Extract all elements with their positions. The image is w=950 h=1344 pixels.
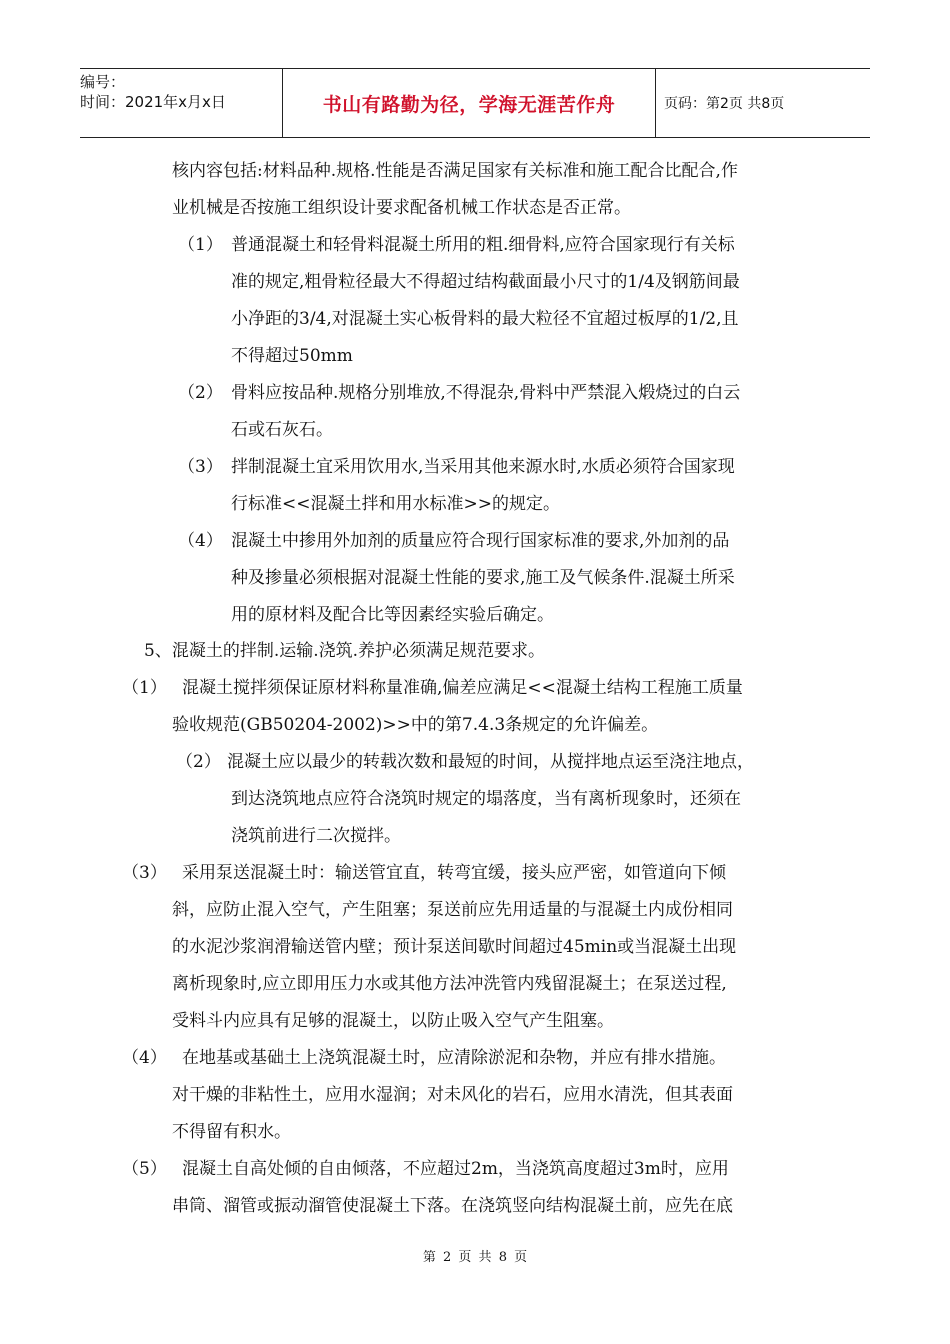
date-label: 时间：2021年x月x日 [80,93,226,111]
item-number: （3） [122,863,167,883]
section-heading: 5、混凝土的拌制.运输.浇筑.养护必须满足规范要求。 [144,641,546,661]
page-header [80,68,870,138]
text-line: 浇筑前进行二次搅拌。 [231,826,401,846]
motto: 书山有路勤为径，学海无涯苦作舟 [322,93,616,116]
text-line: 骨料应按品种.规格分别堆放,不得混杂,骨料中严禁混入煅烧过的白云 [231,383,741,403]
text-line: 拌制混凝土宜采用饮用水,当采用其他来源水时,水质必须符合国家现 [231,457,735,477]
text-line: 核内容包括:材料品种.规格.性能是否满足国家有关标准和施工配合比配合,作 [172,161,738,181]
text-line: 业机械是否按施工组织设计要求配备机械工作状态是否正常。 [172,198,631,218]
text-line: 斜，应防止混入空气，产生阻塞；泵送前应先用适量的与混凝土内成份相同 [172,900,733,920]
text-line: 串筒、溜管或振动溜管使混凝土下落。在浇筑竖向结构混凝土前，应先在底 [172,1196,733,1216]
header-page-info [656,69,870,137]
text-line: 种及掺量必须根据对混凝土性能的要求,施工及气候条件.混凝土所采 [231,568,735,588]
item-number: （1） [122,678,167,698]
page-info: 页码：第2页 共8页 [664,96,785,112]
text-line: 不得留有积水。 [172,1122,291,1142]
text-line: 石或石灰石。 [231,420,333,440]
code-label: 编号： [80,73,126,91]
text-line: 不得超过50mm [231,346,353,366]
item-number: （4） [122,1048,167,1068]
item-number: （2） [178,383,223,403]
item-number: （2） [176,752,221,772]
header-meta [80,69,283,137]
text-line: 行标准<<混凝土拌和用水标准>>的规定。 [231,494,560,514]
text-line: 小净距的3/4,对混凝土实心板骨料的最大粒径不宜超过板厚的1/2,且 [231,309,739,329]
text-line: 在地基或基础土上浇筑混凝土时，应清除淤泥和杂物，并应有排水措施。 [182,1048,726,1068]
text-line: 混凝土自高处倾的自由倾落，不应超过2m，当浇筑高度超过3m时，应用 [182,1159,729,1179]
text-line: 验收规范(GB50204-2002)>>中的第7.4.3条规定的允许偏差。 [172,715,659,735]
text-line: 混凝土应以最少的转载次数和最短的时间，从搅拌地点运至浇注地点， [227,752,754,772]
text-line: 受料斗内应具有足够的混凝土，以防止吸入空气产生阻塞。 [172,1011,614,1031]
item-number: （1） [178,235,223,255]
text-line: 对干燥的非粘性土，应用水湿润；对未风化的岩石，应用水清洗，但其表面 [172,1085,733,1105]
page-footer: 第 2 页 共 8 页 [422,1250,528,1265]
text-line: 的水泥沙浆润滑输送管内壁；预计泵送间歇时间超过45min或当混凝土出现 [172,937,737,957]
text-line: 混凝土搅拌须保证原材料称量准确,偏差应满足<<混凝土结构工程施工质量 [182,678,743,698]
text-line: 采用泵送混凝土时：输送管宜直，转弯宜缓，接头应严密，如管道向下倾 [182,863,726,883]
item-number: （5） [122,1159,167,1179]
text-line: 离析现象时,应立即用压力水或其他方法冲洗管内残留混凝土；在泵送过程, [172,974,727,994]
item-number: （4） [178,531,223,551]
item-number: （3） [178,457,223,477]
text-line: 准的规定,粗骨粒径最大不得超过结构截面最小尺寸的1/4及钢筋间最 [231,272,740,292]
text-line: 到达浇筑地点应符合浇筑时规定的塌落度，当有离析现象时，还须在 [231,789,741,809]
text-line: 普通混凝土和轻骨料混凝土所用的粗.细骨料,应符合国家现行有关标 [231,235,735,255]
text-line: 混凝土中掺用外加剂的质量应符合现行国家标准的要求,外加剂的品 [231,531,730,551]
text-line: 用的原材料及配合比等因素经实验后确定。 [231,605,554,625]
header-motto-cell [283,69,656,137]
